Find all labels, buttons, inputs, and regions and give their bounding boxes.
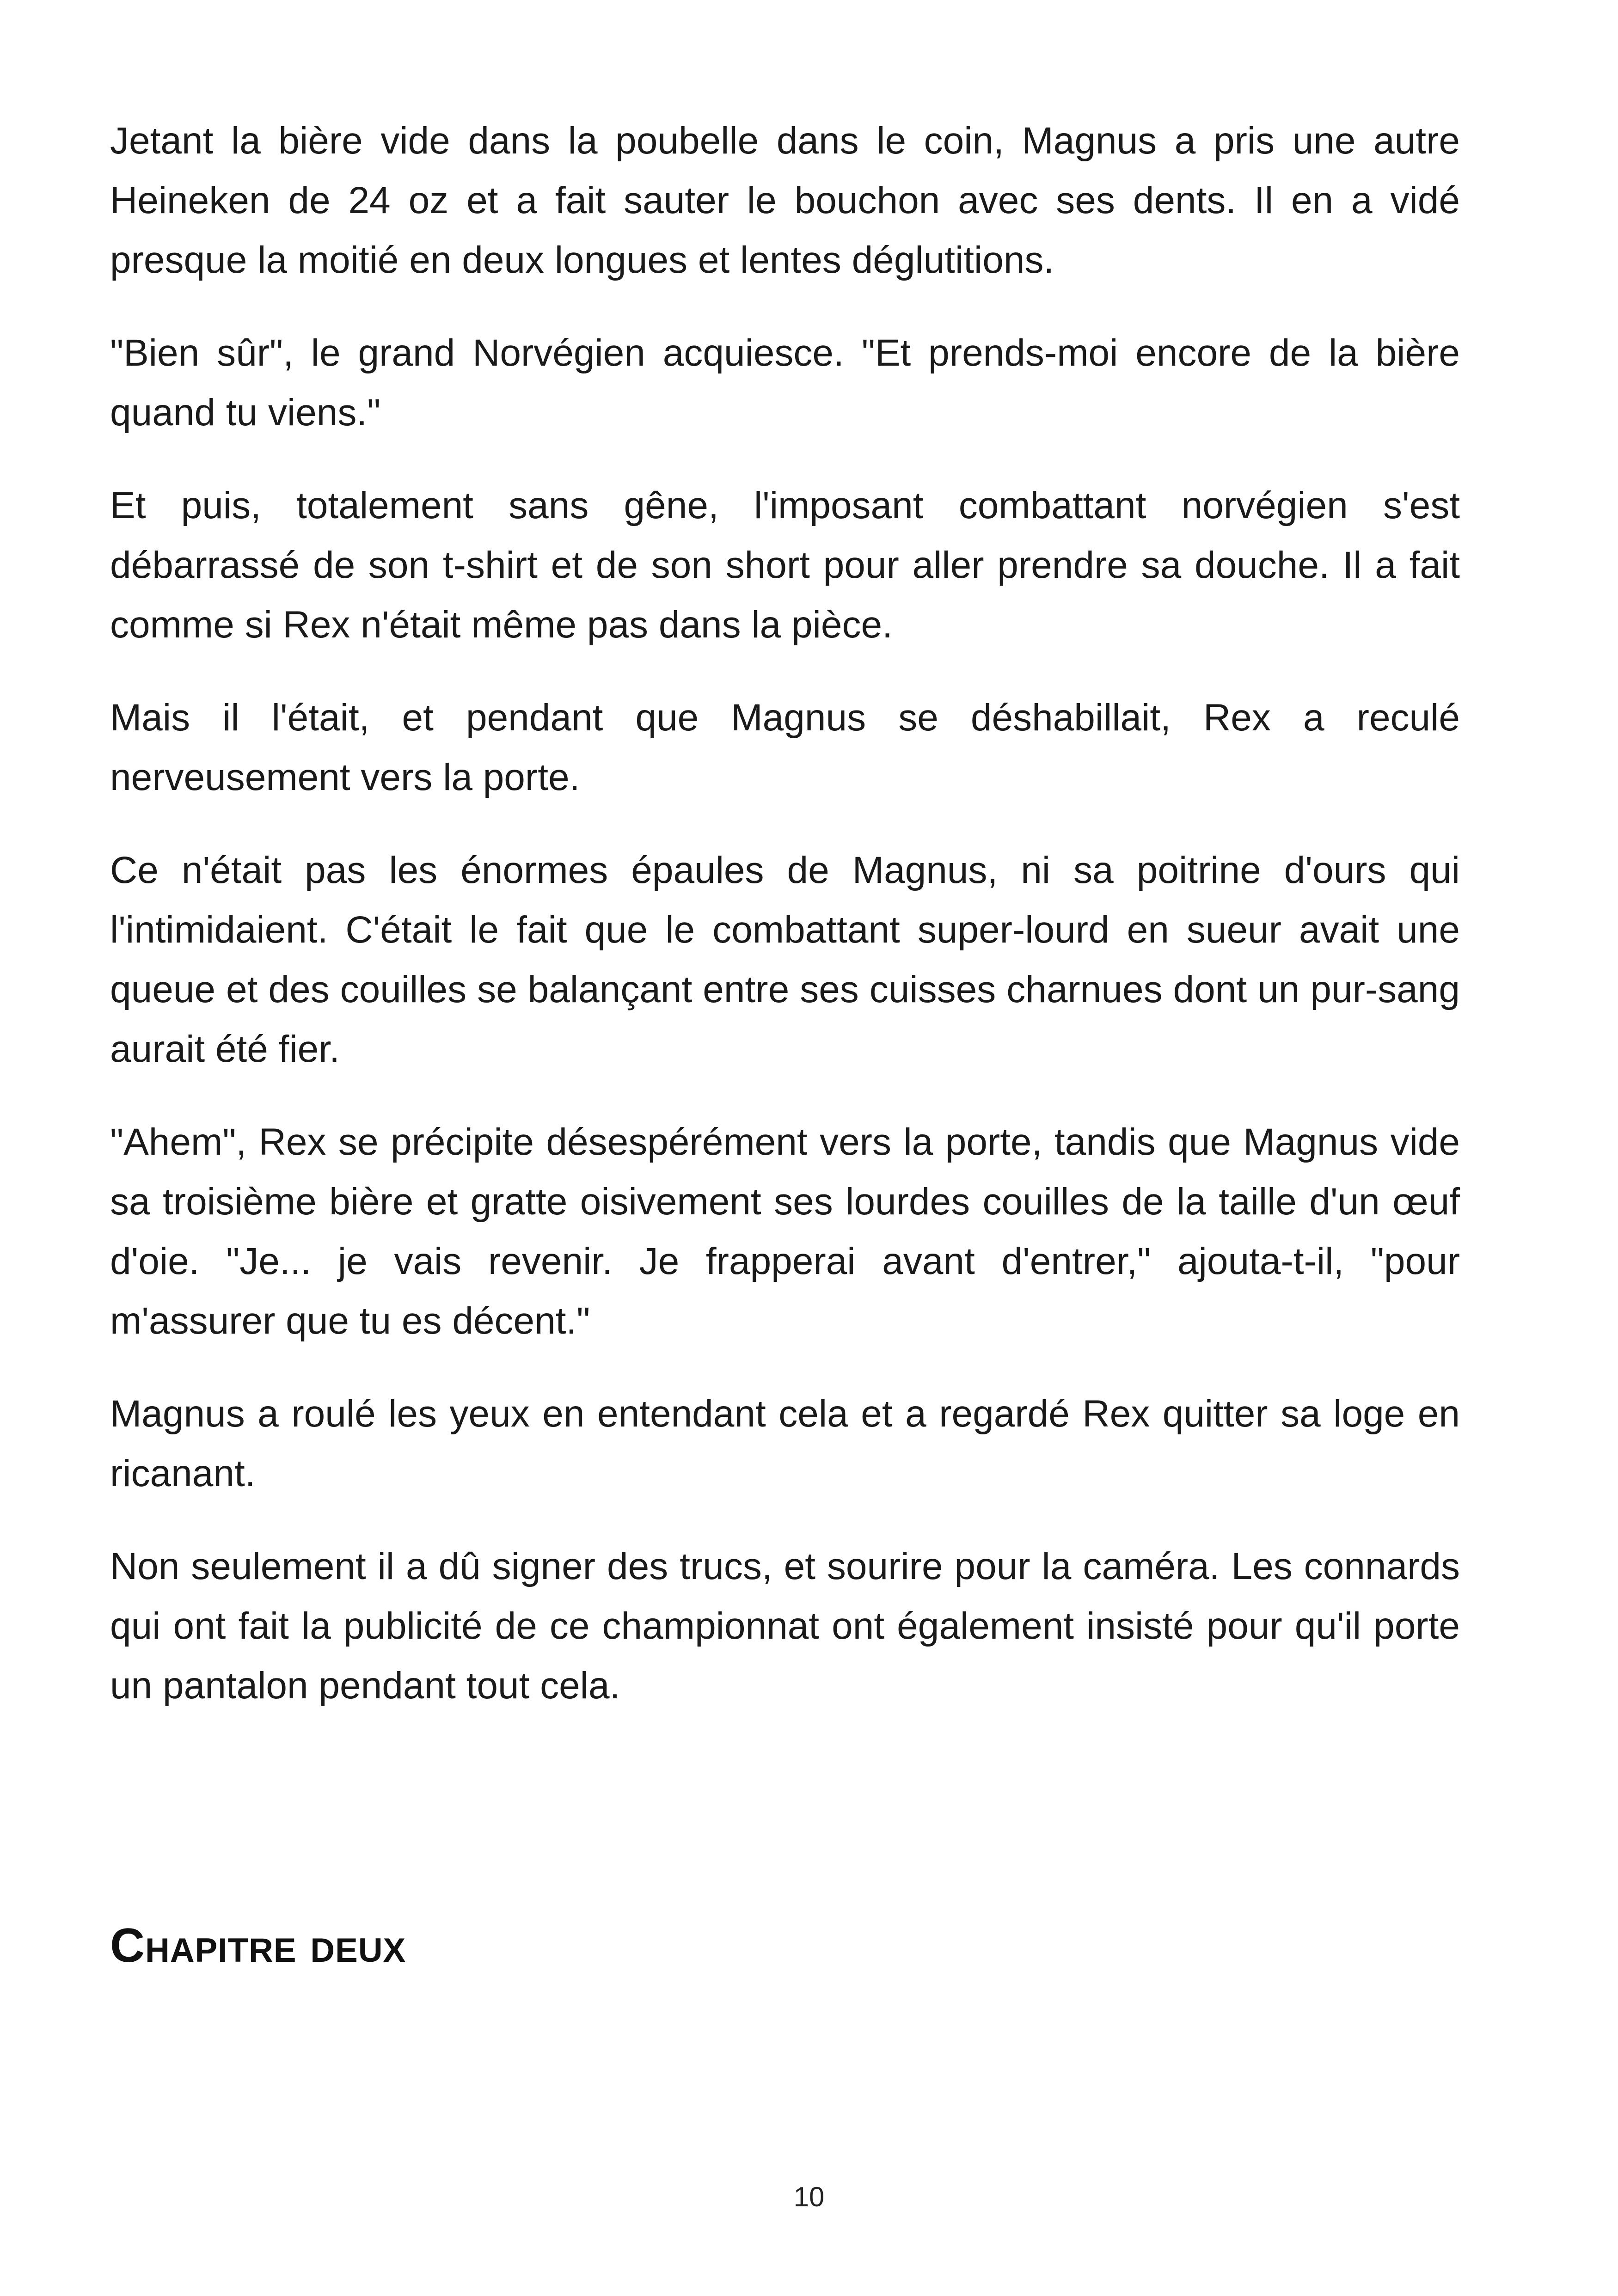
paragraph: Jetant la bière vide dans la poubelle dans le coin, Magnus a pris une autre Heineken de 24 oz et a fait sauter le bouchon avec ses dents. Il en a vidé presque la moitié en deux longues et lentes déglutitions. <box>110 120 1460 281</box>
paragraph: Ce n'était pas les énormes épaules de Magnus, ni sa poitrine d'ours qui l'intimidaient. C'était le fait que le combattant super-lourd en sueur avait une queue et des couilles se balançant entre ses cuisses charnues dont un pur-sang aurait été fier. <box>110 849 1460 1070</box>
paragraph: "Ahem", Rex se précipite désespérément vers la porte, tandis que Magnus vide sa troisième bière et gratte oisivement ses lourdes couilles de la taille d'un œuf d'oie. "Je... je vais revenir. Je frapperai avant d'entrer," ajouta-t-il, "pour m'assurer que tu es décent." <box>110 1121 1460 1342</box>
paragraph: Magnus a roulé les yeux en entendant cela et a regardé Rex quitter sa loge en ricanant. <box>110 1393 1460 1494</box>
chapter-heading: Chapitre deux <box>110 1919 406 1972</box>
paragraph: "Bien sûr", le grand Norvégien acquiesce. "Et prends-moi encore de la bière quand tu viens." <box>110 332 1460 434</box>
paragraph: Non seulement il a dû signer des trucs, et sourire pour la caméra. Les connards qui ont fait la publicité de ce championnat ont également insisté pour qu'il porte un pantalon pendant tout cela. <box>110 1545 1460 1707</box>
body-text <box>110 111 1460 1749</box>
page-number: 10 <box>793 2181 825 2212</box>
paragraph: Et puis, totalement sans gêne, l'imposant combattant norvégien s'est débarrassé de son t-shirt et de son short pour aller prendre sa douche. Il a fait comme si Rex n'était même pas dans la pièce. <box>110 484 1460 646</box>
paragraph: Mais il l'était, et pendant que Magnus se déshabillait, Rex a reculé nerveusement vers la porte. <box>110 697 1460 798</box>
